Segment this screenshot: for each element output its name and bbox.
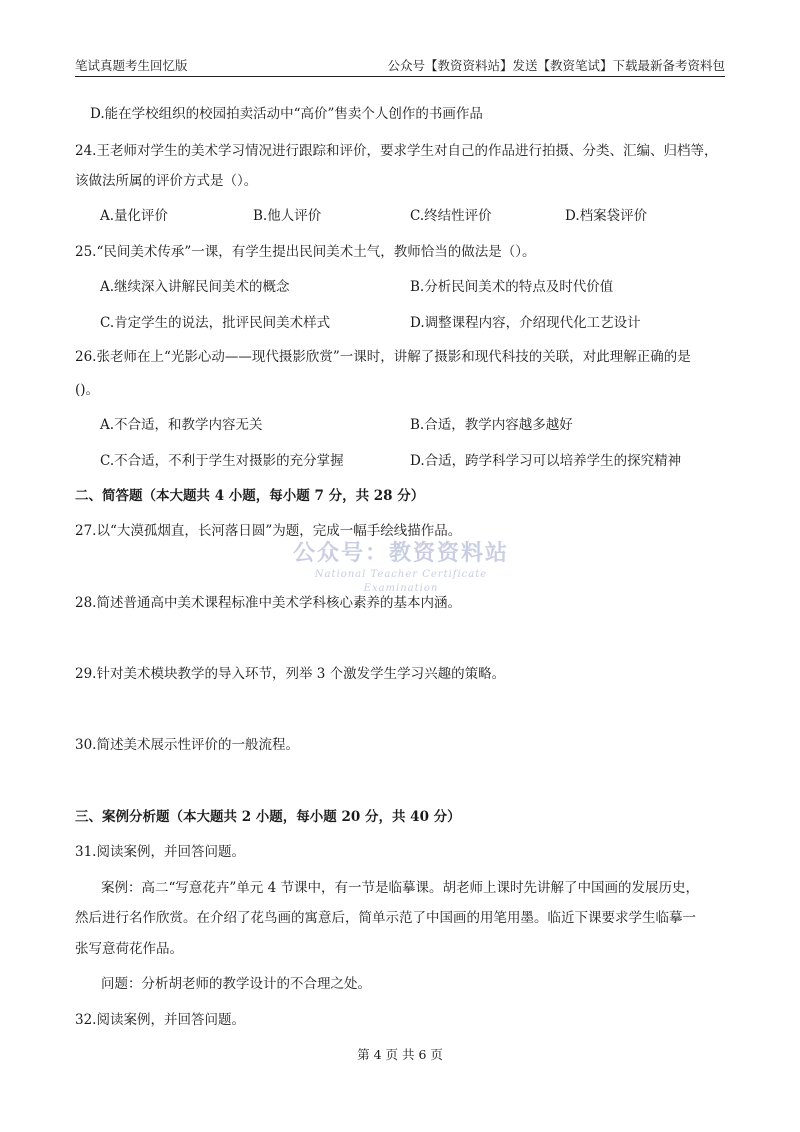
q24-stem-line2: 该做法所属的评价方式是（）。 <box>75 173 258 189</box>
q26-option-a: A.不合适，和教学内容无关 <box>100 417 263 433</box>
q26-option-b: B.合适，教学内容越多越好 <box>410 417 573 433</box>
watermark-subtitle: National Teacher Certificate Examination <box>314 569 488 594</box>
q24-stem-line1: 24.王老师对学生的美术学习情况进行跟踪和评价，要求学生对自己的作品进行拍摄、分类、汇编、归档等， <box>75 143 718 159</box>
q25-stem: 25.“民间美术传承”一课，有学生提出民间美术土气，教师恰当的做法是（）。 <box>75 244 536 260</box>
q24-option-b: B.他人评价 <box>253 208 322 224</box>
watermark-title: 公众号：教资资料站 <box>292 541 509 566</box>
q26-option-c: C.不合适，不利于学生对摄影的充分掌握 <box>100 453 344 469</box>
q26-stem-line2: ()。 <box>75 382 100 398</box>
q32-stem: 32.阅读案例，并回答问题。 <box>75 1012 245 1028</box>
q31-case-line1: 案例：高二“写意花卉”单元 4 节课中，有一节是临摹课。胡老师上课时先讲解了中国画的发展历史， <box>101 880 699 896</box>
section2-title: 二、简答题（本大题共 4 小题，每小题 7 分，共 28 分） <box>75 488 425 504</box>
q28-text: 28.简述普通高中美术课程标准中美术学科核心素养的基本内涵。 <box>75 595 461 611</box>
page-number: 第 4 页 共 6 页 <box>357 1047 443 1062</box>
section3-title: 三、案例分析题（本大题共 2 小题，每小题 20 分，共 40 分） <box>75 809 461 825</box>
q26-option-d: D.合适，跨学科学习可以培养学生的探究精神 <box>410 453 682 469</box>
q31-case-line3: 张写意荷花作品。 <box>75 941 183 957</box>
q25-option-d: D.调整课程内容，介绍现代化工艺设计 <box>410 315 641 331</box>
q24-option-d: D.档案袋评价 <box>565 208 648 224</box>
q31-question: 问题：分析胡老师的教学设计的不合理之处。 <box>101 976 371 992</box>
q25-option-c: C.肯定学生的说法，批评民间美术样式 <box>100 315 331 331</box>
q25-option-a: A.继续深入讲解民间美术的概念 <box>100 279 290 295</box>
q30-text: 30.简述美术展示性评价的一般流程。 <box>75 737 299 753</box>
header-left-text: 笔试真题考生回忆版 <box>75 58 188 73</box>
q23-option-d: D.能在学校组织的校园拍卖活动中“高价”售卖个人创作的书画作品 <box>90 106 483 122</box>
q31-case-line2: 然后进行名作欣赏。在介绍了花鸟画的寓意后，简单示范了中国画的用笔用墨。临近下课要求学生临摹一 <box>75 910 696 926</box>
page-header <box>75 50 725 77</box>
q24-option-c: C.终结性评价 <box>410 208 492 224</box>
watermark <box>282 540 520 592</box>
header-right-text: 公众号【教资资料站】发送【教资笔试】下载最新备考资料包 <box>387 58 725 73</box>
q25-option-b: B.分析民间美术的特点及时代价值 <box>410 279 614 295</box>
q26-stem-line1: 26.张老师在上“光影心动——现代摄影欣赏”一课时，讲解了摄影和现代科技的关联，对此理解正确的是 <box>75 349 691 365</box>
q27-text: 27.以“大漠孤烟直，长河落日圆”为题，完成一幅手绘线描作品。 <box>75 523 462 539</box>
q29-text: 29.针对美术模块教学的导入环节，列举 3 个激发学生学习兴趣的策略。 <box>75 666 506 682</box>
q24-option-a: A.量化评价 <box>100 208 169 224</box>
q31-stem: 31.阅读案例，并回答问题。 <box>75 844 245 860</box>
